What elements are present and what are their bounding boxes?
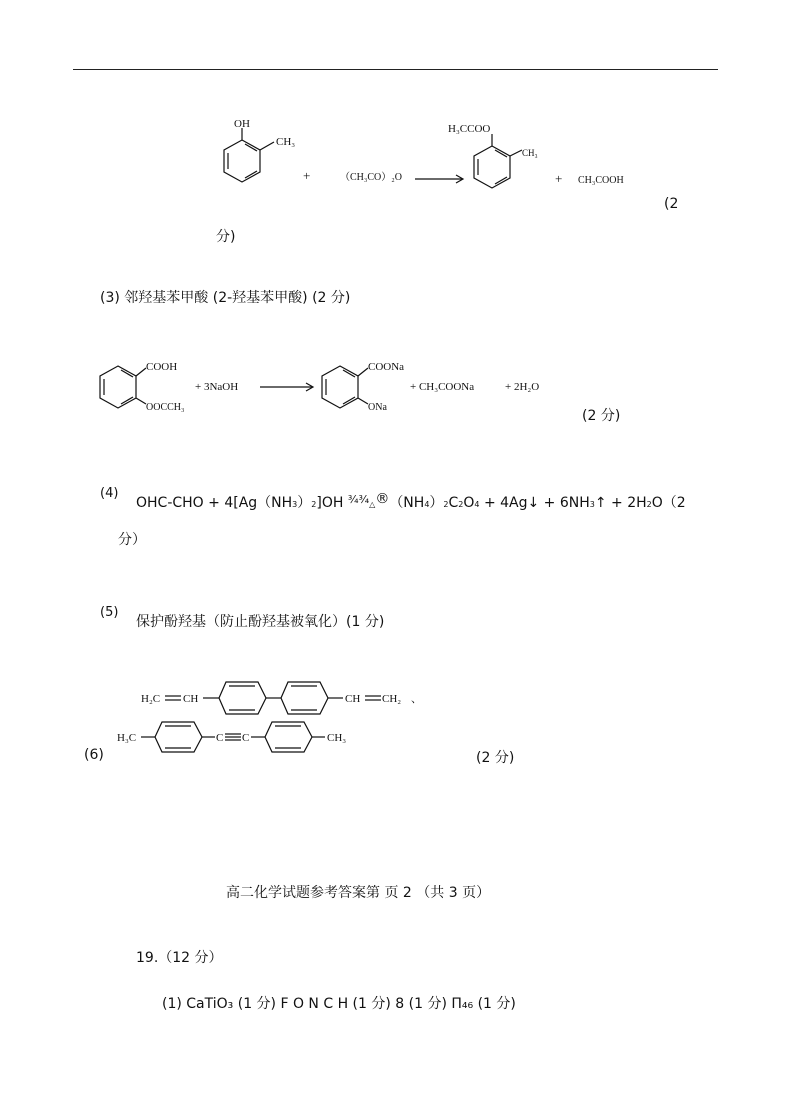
header-rule (73, 69, 718, 70)
product-h3ccoo: H₃CCOO (448, 123, 491, 135)
q5-number: (5) (100, 605, 119, 620)
reaction-2-scheme (90, 352, 570, 424)
plus-sign: + (303, 168, 311, 183)
score-rxn2: (2 分) (582, 408, 621, 424)
q4-score-cont: 分） (118, 532, 146, 548)
water-term: + 2H₂O (505, 381, 540, 393)
reactant-oh: OH (234, 118, 250, 130)
reactant-cooh: COOH (146, 361, 178, 373)
benzene-ring (281, 682, 328, 714)
q4-equation: OHC-CHO + 4[Ag（NH3）2]OH $^{\frac{3}{4}\frac{3}{4}}$△®（NH4）2C2O4 + 4Ag↓ + 6NH3↑ + 2H2O（2 (136, 491, 686, 511)
acetic-acid: CH₃COOH (578, 175, 624, 186)
product-ch3: CH₃ (522, 148, 538, 158)
svg-text:、: 、 (411, 693, 422, 705)
reactant-ococh3: OOCCH₃ (146, 402, 185, 413)
plus-sign: + (555, 171, 563, 186)
svg-text:CH: CH (345, 693, 361, 705)
svg-text:CH₃: CH₃ (327, 732, 347, 744)
benzene-ring (474, 146, 510, 188)
svg-text:CH₂: CH₂ (382, 693, 402, 705)
q6-number: (6) (84, 747, 104, 763)
benzene-ring (219, 682, 266, 714)
page-footer: 高二化学试题参考答案第 页 2 （共 3 页） (226, 885, 491, 901)
q3-answer: (3) 邻羟基苯甲酸 (2-羟基苯甲酸) (2 分) (100, 290, 351, 306)
q6-structures (115, 670, 435, 762)
q19-line1: (1) CaTiO₃ (1 分) F O N C H (1 分) 8 (1 分) Π₄₆ (1 分) (162, 996, 516, 1012)
anhydride-formula: （CH₃CO）₂O (340, 172, 402, 183)
svg-text:C: C (216, 732, 224, 744)
product-ona: ONa (368, 402, 387, 413)
q4-number: (4) (100, 486, 119, 501)
benzene-ring (322, 366, 358, 408)
q5-answer: 保护酚羟基（防止酚羟基被氧化）(1 分) (136, 614, 385, 630)
svg-text:C: C (242, 732, 250, 744)
svg-text:H₂C: H₂C (141, 693, 161, 705)
q19-header: 19.（12 分） (136, 950, 223, 966)
score-rxn1-cont: 分) (216, 229, 236, 245)
benzene-ring (224, 140, 260, 182)
naoh-term: + 3NaOH (195, 381, 239, 393)
score-rxn1: (2 (664, 196, 679, 212)
q6-score: (2 分) (476, 750, 515, 766)
svg-text:H₃C: H₃C (117, 732, 137, 744)
svg-text:CH: CH (183, 693, 199, 705)
reactant-ch3: CH₃ (276, 136, 296, 148)
sodium-acetate: + CH₃COONa (410, 381, 475, 393)
benzene-ring (100, 366, 136, 408)
product-coona: COONa (368, 361, 405, 373)
reaction-1-scheme (200, 118, 660, 218)
